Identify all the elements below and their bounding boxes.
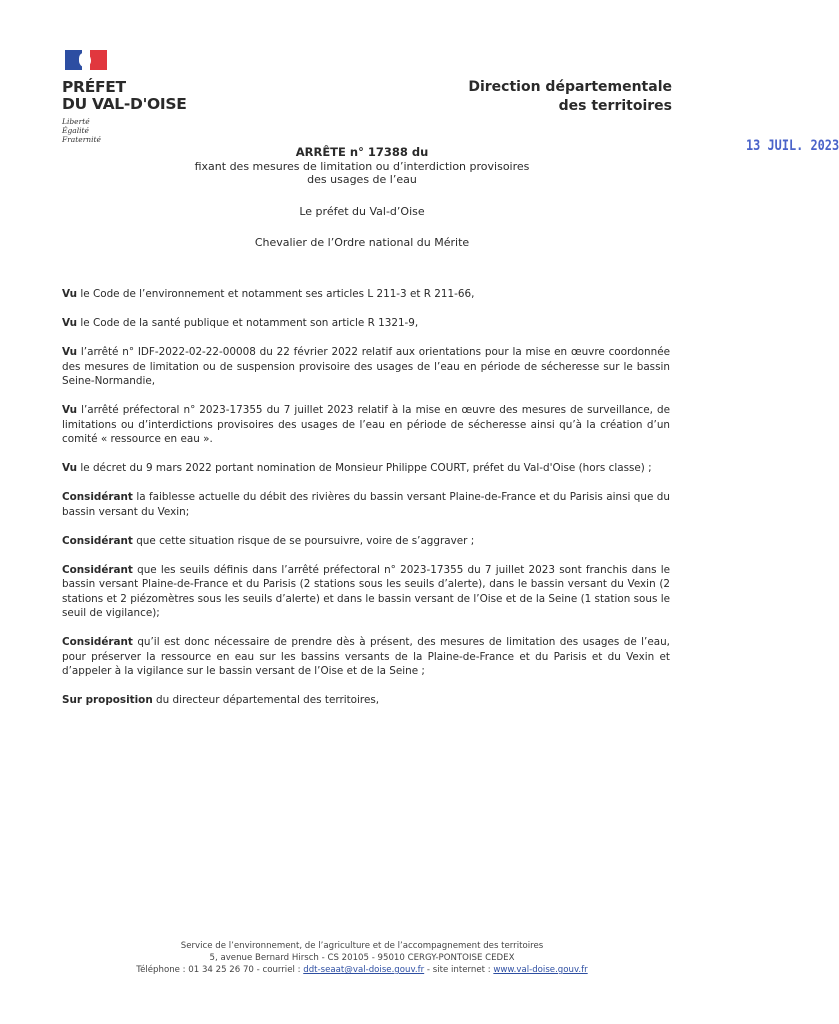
paragraph-lead: Vu (62, 404, 78, 416)
paragraph-lead: Vu (62, 462, 78, 474)
paragraph-text: du directeur départemental des territoires, (152, 694, 380, 706)
considerant-paragraph (62, 490, 670, 519)
direction-line: Direction départementale (468, 79, 672, 95)
paragraph-lead: Sur proposition (62, 694, 153, 706)
paragraph-lead: Considérant (62, 563, 133, 576)
footer-phone: Téléphone : 01 34 25 26 70 - courriel : (136, 965, 304, 975)
prefet-line: PRÉFET (62, 78, 126, 96)
document-body (62, 287, 670, 722)
visa-paragraph (62, 345, 670, 389)
paragraph-lead: Considérant (62, 534, 133, 547)
footer-address: 5, avenue Bernard Hirsch - CS 20105 - 95010 CERGY-PONTOISE CEDEX (209, 953, 515, 963)
subtitle-line-1: fixant des mesures de limitation ou d’interdiction provisoires (194, 159, 530, 173)
footer-site-label: - site internet : (424, 965, 494, 975)
visa-paragraph (62, 316, 670, 331)
motto-liberte: Liberté (62, 117, 90, 126)
prefecture-logo (62, 50, 262, 144)
footer-contact (0, 964, 724, 976)
considerant-paragraph (62, 635, 670, 679)
arrete-title-line (295, 138, 839, 160)
prefet-line-title: Le préfet du Val-d’Oise (299, 204, 425, 218)
prefet-name (62, 79, 262, 113)
direction-line: des territoires (558, 98, 672, 114)
paragraph-text: le Code de l’environnement et notamment ses articles L 211-3 et R 211-66, (77, 288, 475, 300)
website-link[interactable]: www.val-doise.gouv.fr (493, 965, 588, 975)
paragraph-lead: Considérant (62, 636, 133, 648)
paragraph-text: l’arrêté préfectoral n° 2023-17355 du 7 juillet 2023 relatif à la mise en œuvre des mesures de surveillance, de limitations ou d’interdictions provisoires des usages de l’eau en période de sécheresse ainsi qu’à la création d’un comité « ressource en eau ». (62, 404, 670, 445)
footer-service: Service de l’environnement, de l’agriculture et de l’accompagnement des territoires (180, 941, 544, 951)
paragraph-text: que cette situation risque de se poursuivre, voire de s’aggraver ; (132, 534, 475, 547)
subtitle-line-2: des usages de l’eau (307, 173, 417, 186)
proposition-paragraph (62, 693, 670, 708)
date-stamp: 13 JUIL. 2023 (745, 138, 839, 154)
chevalier-line: Chevalier de l’Ordre national du Mérite (254, 236, 470, 249)
republic-motto (62, 117, 262, 144)
direction-heading (468, 78, 672, 116)
paragraph-lead: Vu (62, 288, 78, 300)
paragraph-text: l’arrêté n° IDF-2022-02-22-00008 du 22 février 2022 relatif aux orientations pour la mise en œuvre coordonnée des mesures de limitation ou de suspension provisoire des usages de l’eau en période de sécheresse sur le bassin Seine-Normandie, (62, 346, 670, 387)
considerant-paragraph (62, 534, 670, 549)
marianne-profile (79, 53, 91, 67)
visa-paragraph (62, 461, 670, 476)
paragraph-text: qu’il est donc nécessaire de prendre dès à présent, des mesures de limitation des usages de l’eau, pour préserver la ressource en eau sur les bassins versants de la Plaine-de-France et du Parisis et du Vexin et d’appeler à la vigilance sur le bassin versant de l’Oise et de la Seine ; (62, 636, 670, 677)
paragraph-text: le décret du 9 mars 2022 portant nomination de Monsieur Philippe COURT, préfet du Val-d'Oise (hors classe) ; (77, 462, 652, 474)
paragraph-lead: Vu (62, 317, 78, 329)
paragraph-lead: Vu (62, 346, 78, 358)
prefet-line: DU VAL-D'OISE (62, 95, 187, 113)
email-link[interactable]: ddt-seaat@val-doise.gouv.fr (303, 965, 425, 975)
paragraph-text: la faiblesse actuelle du débit des rivières du bassin versant Plaine-de-France et du Parisis ainsi que du bassin versant du Vexin; (62, 491, 670, 518)
marianne-flag-icon (65, 50, 107, 70)
page-footer (0, 940, 724, 976)
paragraph-text: que les seuils définis dans l’arrêté préfectoral n° 2023-17355 du 7 juillet 2023 sont franchis dans le bassin versant Plaine-de-France et du Parisis (2 stations sous les seuils d’alerte), dans le bassin versant du Vexin (2 stations et 2 piézomètres sous les seuils d’alerte) et dans le bassin versant de l’Oise et de la Seine (1 station sous le seuil de vigilance); (62, 563, 670, 619)
arrete-title: ARRÊTE n° 17388 du (295, 145, 429, 159)
motto-egalite: Égalité (62, 126, 89, 135)
paragraph-lead: Considérant (62, 491, 133, 503)
visa-paragraph (62, 287, 670, 302)
motto-fraternite: Fraternité (62, 135, 101, 144)
flag-red-band (90, 50, 107, 70)
considerant-paragraph (62, 563, 670, 621)
visa-paragraph (62, 403, 670, 447)
paragraph-text: le Code de la santé publique et notamment son article R 1321-9, (77, 317, 419, 329)
